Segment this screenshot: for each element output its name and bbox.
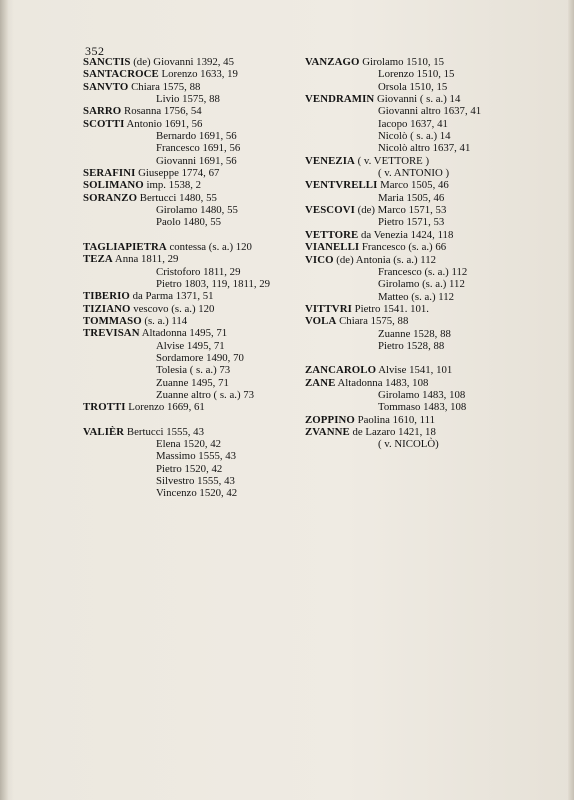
index-entry — [83, 105, 308, 117]
entry-details: Pietro 1541. 101. — [351, 302, 429, 315]
surname: ZVANNE — [305, 425, 350, 438]
entry-details: Girolamo 1480, 55 — [156, 204, 238, 217]
entry-details: (de) Marco 1571, 53 — [354, 204, 447, 217]
surname: TEZA — [83, 253, 113, 266]
index-subentry — [83, 389, 308, 401]
index-subentry — [83, 377, 308, 389]
surname: TROTTI — [83, 401, 126, 414]
surname: TAGLIAPIETRA — [83, 240, 167, 253]
entry-details: Lorenzo 1510, 15 — [378, 68, 455, 81]
entry-details: ( v. NICOLÒ) — [378, 438, 439, 451]
surname: VENTVRELLI — [305, 179, 378, 192]
surname: SORANZO — [83, 191, 138, 204]
index-subentry — [305, 142, 535, 154]
surname: ZANE — [305, 376, 336, 389]
index-entry — [305, 315, 535, 327]
entry-details: Francesco (s. a.) 66 — [359, 241, 447, 254]
index-entry — [305, 229, 535, 241]
entry-details: Elena 1520, 42 — [156, 437, 222, 450]
index-entry — [305, 254, 535, 266]
entry-details: ( v. ANTONIO ) — [378, 167, 450, 180]
entry-details: Lorenzo 1669, 61 — [125, 401, 205, 414]
index-entry — [83, 167, 308, 179]
surname: SANTACROCE — [83, 68, 159, 81]
surname: VENEZIA — [305, 154, 355, 167]
entry-details: Chiara 1575, 88 — [128, 80, 201, 93]
index-subentry — [305, 68, 535, 80]
index-subentry — [83, 352, 308, 364]
index-subentry — [83, 142, 308, 154]
index-subentry — [305, 216, 535, 228]
entry-details: Nicolò altro 1637, 41 — [378, 142, 471, 155]
entry-details: Alvise 1541, 101 — [376, 364, 453, 377]
index-entry — [83, 426, 308, 438]
entry-details: Anna 1811, 29 — [112, 253, 179, 266]
index-entry — [305, 303, 535, 315]
entry-details: Bernardo 1691, 56 — [156, 130, 237, 143]
entry-details: Iacopo 1637, 41 — [378, 117, 448, 130]
index-entry — [305, 364, 535, 376]
entry-details: Antonio 1691, 56 — [124, 117, 203, 130]
entry-details: (s. a.) 114 — [141, 314, 188, 327]
index-subentry — [83, 340, 308, 352]
index-spacer — [83, 414, 308, 426]
index-entry — [83, 327, 308, 339]
surname: SERAFINI — [83, 167, 136, 180]
entry-details: imp. 1538, 2 — [143, 179, 202, 192]
surname: VANZAGO — [305, 56, 360, 68]
index-column-left — [83, 56, 308, 500]
index-entry — [83, 56, 308, 68]
entry-details: Paolo 1480, 55 — [156, 216, 222, 229]
index-subentry — [83, 487, 308, 499]
entry-details: Pietro 1520, 42 — [156, 462, 223, 475]
entry-details: vescovo (s. a.) 120 — [130, 302, 215, 315]
entry-details: Francesco 1691, 56 — [156, 142, 241, 155]
surname: VITTVRI — [305, 302, 352, 315]
index-spacer — [305, 352, 535, 364]
entry-details: da Venezia 1424, 118 — [358, 228, 454, 241]
entry-details: Altadonna 1495, 71 — [139, 327, 228, 340]
index-subentry — [83, 438, 308, 450]
surname: VALIÈR — [83, 425, 125, 438]
entry-details: Girolamo 1510, 15 — [359, 56, 445, 68]
index-entry — [305, 155, 535, 167]
entry-details: Marco 1505, 46 — [377, 179, 449, 192]
index-subentry — [305, 118, 535, 130]
index-subentry — [305, 266, 535, 278]
index-subentry — [305, 192, 535, 204]
index-subentry — [83, 475, 308, 487]
surname: SANVTO — [83, 80, 129, 93]
index-entry — [305, 426, 535, 438]
index-entry — [83, 68, 308, 80]
surname: VOLA — [305, 315, 337, 328]
entry-details: Massimo 1555, 43 — [156, 450, 237, 463]
index-entry — [83, 192, 308, 204]
index-entry — [83, 401, 308, 413]
index-subentry — [83, 216, 308, 228]
surname: VICO — [305, 253, 334, 266]
entry-details: Alvise 1495, 71 — [156, 339, 225, 352]
page-right-edge — [568, 0, 574, 800]
index-entry — [83, 303, 308, 315]
entry-details: da Parma 1371, 51 — [129, 290, 214, 303]
surname: VESCOVI — [305, 204, 355, 217]
index-subentry — [305, 105, 535, 117]
entry-details: contessa (s. a.) 120 — [166, 240, 252, 253]
entry-details: Paolina 1610, 111 — [354, 413, 436, 426]
index-entry — [83, 253, 308, 265]
index-subentry — [83, 266, 308, 278]
entry-details: (de) Antonia (s. a.) 112 — [333, 253, 437, 266]
index-subentry — [305, 167, 535, 179]
index-subentry — [305, 438, 535, 450]
surname: TIZIANO — [83, 302, 131, 315]
entry-details: Francesco (s. a.) 112 — [378, 265, 468, 278]
index-subentry — [83, 204, 308, 216]
entry-details: Bertucci 1555, 43 — [124, 425, 204, 438]
index-entry — [83, 290, 308, 302]
surname: VIANELLI — [305, 241, 360, 254]
index-column-right — [305, 56, 535, 451]
entry-details: Giovanni 1691, 56 — [156, 154, 237, 167]
index-entry — [305, 414, 535, 426]
page-number: 352 — [85, 44, 105, 58]
entry-details: Cristoforo 1811, 29 — [156, 265, 241, 278]
index-subentry — [305, 389, 535, 401]
entry-details: Vincenzo 1520, 42 — [156, 487, 238, 500]
index-subentry — [83, 130, 308, 142]
index-subentry — [83, 364, 308, 376]
entry-details: Giovanni altro 1637, 41 — [378, 105, 482, 118]
entry-details: (de) Giovanni 1392, 45 — [130, 56, 234, 68]
entry-details: Pietro 1528, 88 — [378, 339, 445, 352]
index-entry — [83, 81, 308, 93]
entry-details: Zuanne 1528, 88 — [378, 327, 451, 340]
entry-details: Tommaso 1483, 108 — [378, 401, 467, 414]
entry-details: de Lazaro 1421, 18 — [349, 425, 436, 438]
entry-details: Sordamore 1490, 70 — [156, 351, 244, 364]
surname: SARRO — [83, 105, 122, 118]
entry-details: Zuanne altro ( s. a.) 73 — [156, 388, 255, 401]
index-entry — [83, 118, 308, 130]
index-subentry — [83, 155, 308, 167]
entry-details: Altadonna 1483, 108 — [335, 376, 429, 389]
index-entry — [305, 179, 535, 191]
entry-details: Chiara 1575, 88 — [336, 315, 409, 328]
index-subentry — [305, 130, 535, 142]
index-entry — [83, 315, 308, 327]
index-entry — [305, 377, 535, 389]
surname: SCOTTI — [83, 117, 125, 130]
entry-details: Silvestro 1555, 43 — [156, 475, 235, 487]
entry-details: Matteo (s. a.) 112 — [378, 290, 455, 303]
surname: ZANCAROLO — [305, 364, 377, 377]
index-entry — [305, 241, 535, 253]
entry-details: Maria 1505, 46 — [378, 191, 445, 204]
entry-details: Giuseppe 1774, 67 — [135, 167, 220, 180]
entry-details: Giovanni ( s. a.) 14 — [374, 93, 461, 106]
entry-details: Pietro 1803, 119, 1811, 29 — [156, 277, 271, 290]
entry-details: Bertucci 1480, 55 — [137, 191, 217, 204]
surname: SANCTIS — [83, 56, 131, 68]
index-subentry — [305, 291, 535, 303]
index-subentry — [305, 278, 535, 290]
entry-details: Rosanna 1756, 54 — [121, 105, 202, 118]
index-subentry — [305, 401, 535, 413]
surname: SOLIMANO — [83, 179, 144, 192]
entry-details: Zuanne 1495, 71 — [156, 376, 229, 389]
index-subentry — [83, 463, 308, 475]
entry-details: Orsola 1510, 15 — [378, 80, 448, 93]
entry-details: Livio 1575, 88 — [156, 93, 220, 106]
surname: VENDRAMIN — [305, 93, 375, 106]
index-subentry — [83, 450, 308, 462]
entry-details: Nicolò ( s. a.) 14 — [378, 130, 451, 143]
entry-details: Girolamo 1483, 108 — [378, 388, 466, 401]
index-entry — [83, 241, 308, 253]
index-entry — [305, 56, 535, 68]
index-spacer — [83, 229, 308, 241]
index-entry — [305, 204, 535, 216]
surname: TREVISAN — [83, 327, 140, 340]
index-entry — [305, 93, 535, 105]
surname: TIBERIO — [83, 290, 130, 303]
entry-details: ( v. VETTORE ) — [354, 154, 430, 167]
entry-details: Pietro 1571, 53 — [378, 216, 445, 229]
surname: ZOPPINO — [305, 413, 355, 426]
entry-details: Lorenzo 1633, 19 — [158, 68, 238, 81]
entry-details: Tolesia ( s. a.) 73 — [156, 364, 231, 377]
surname: VETTORE — [305, 228, 359, 241]
index-subentry — [305, 328, 535, 340]
page-left-edge — [0, 0, 8, 800]
index-subentry — [83, 93, 308, 105]
entry-details: Girolamo (s. a.) 112 — [378, 278, 465, 291]
index-subentry — [305, 81, 535, 93]
surname: TOMMASO — [83, 314, 142, 327]
index-subentry — [83, 278, 308, 290]
index-entry — [83, 179, 308, 191]
index-subentry — [305, 340, 535, 352]
